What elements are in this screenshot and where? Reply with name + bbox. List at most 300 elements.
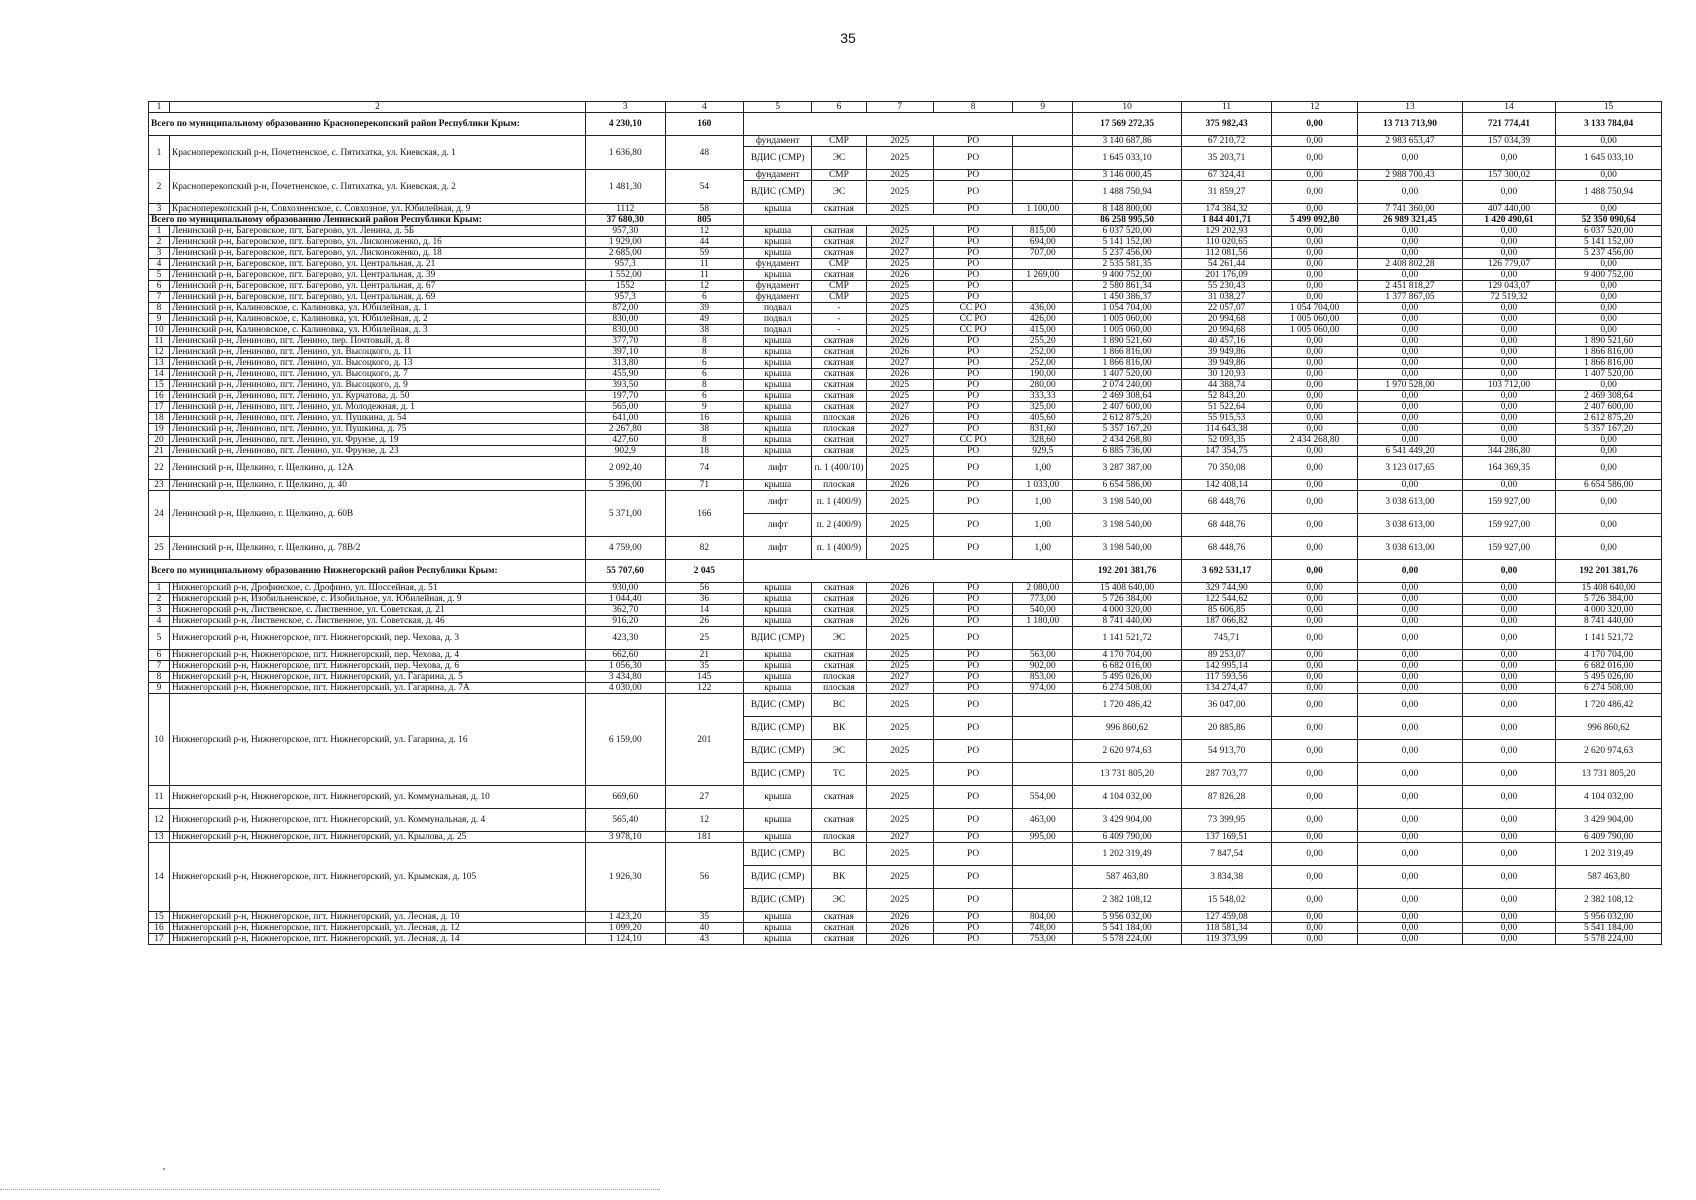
fund-c-cell: 0,00 [1462,627,1555,650]
cost-cell: 2 407 600,00 [1073,402,1182,413]
fund-c-cell: 0,00 [1462,402,1555,413]
year-cell: 2025 [866,740,933,763]
work-type-cell: п. 1 (400/9) [812,537,866,560]
area-cell: 37 680,30 [585,215,665,226]
cost-cell: 1 645 033,10 [1073,147,1182,170]
fund-b-cell: 0,00 [1358,672,1463,683]
cost-cell: 5 141 152,00 [1073,237,1182,248]
cost-cell: 1 407 520,00 [1073,369,1182,380]
element-cell: крыша [744,912,812,923]
per-unit-cell: 287 703,77 [1182,763,1272,786]
fund-b-cell: 26 989 321,45 [1358,215,1463,226]
work-type-cell: СМР [812,281,866,292]
fund-b-cell: 0,00 [1358,763,1463,786]
per-unit-cell: 201 176,09 [1182,270,1272,281]
fund-c-cell: 72 519,32 [1462,292,1555,303]
fund-d-cell: 9 400 752,00 [1556,270,1662,281]
table-row [149,912,1662,923]
fund-a-cell: 0,00 [1272,259,1358,270]
fund-c-cell: 0,00 [1462,480,1555,491]
volume-cell: 463,00 [1013,809,1073,832]
year-cell: 2025 [866,259,933,270]
table-row [149,457,1662,480]
fund-a-cell: 0,00 [1272,583,1358,594]
fund-c-cell: 157 034,39 [1462,136,1555,147]
year-cell: 2026 [866,923,933,934]
area-cell: 872,00 [585,303,665,314]
address-cell: Ленинский р-н, Калиновское, с. Калиновка, ул. Юбилейная, д. 1 [169,303,585,314]
table-row [149,627,1662,650]
fund-c-cell: 344 286,80 [1462,446,1555,457]
volume-cell: 333,33 [1013,391,1073,402]
address-cell: Ленинский р-н, Лениново, пгт. Ленино, ул. Высоцкого, д. 7 [169,369,585,380]
volume-cell: 773,00 [1013,594,1073,605]
work-type-cell: п. 1 (400/10) [812,457,866,480]
fund-a-cell: 0,00 [1272,763,1358,786]
area-cell: 957,3 [585,292,665,303]
cost-cell: 5 726 384,00 [1073,594,1182,605]
fund-c-cell: 0,00 [1462,809,1555,832]
year-cell: 2025 [866,292,933,303]
table-row [149,809,1662,832]
year-cell: 2025 [866,181,933,204]
table-row [149,336,1662,347]
fund-b-cell: 0,00 [1358,934,1463,945]
method-cell: РО [933,843,1013,866]
fund-b-cell: 0,00 [1358,480,1463,491]
cost-cell: 8 741 440,00 [1073,616,1182,627]
fund-b-cell: 0,00 [1358,809,1463,832]
area-cell: 930,00 [585,583,665,594]
address-cell: Ленинский р-н, Лениново, пгт. Ленино, пер. Почтовый, д. 8 [169,336,585,347]
per-unit-cell: 22 057,07 [1182,303,1272,314]
element-cell: ВДИС (СМР) [744,843,812,866]
per-unit-cell: 68 448,76 [1182,514,1272,537]
area-cell: 1 423,20 [585,912,665,923]
element-cell: лифт [744,491,812,514]
fund-c-cell: 0,00 [1462,616,1555,627]
scan-dot [163,1168,165,1170]
fund-d-cell: 1 645 033,10 [1556,147,1662,170]
column-number: 9 [1013,102,1073,113]
area-cell: 565,00 [585,402,665,413]
area-cell: 6 159,00 [585,694,665,786]
year-cell: 2027 [866,248,933,259]
year-cell: 2025 [866,717,933,740]
per-unit-cell: 119 373,99 [1182,934,1272,945]
work-type-cell: скатная [812,923,866,934]
fund-a-cell: 0,00 [1272,380,1358,391]
volume-cell [1013,259,1073,270]
row-number: 9 [149,314,170,325]
element-cell: ВДИС (СМР) [744,889,812,912]
district-total-label: Всего по муниципальному образованию Красноперекопский район Республики Крым: [149,113,586,136]
year-cell: 2025 [866,786,933,809]
fund-a-cell: 0,00 [1272,204,1358,215]
per-unit-cell: 110 020,65 [1182,237,1272,248]
fund-c-cell: 164 369,35 [1462,457,1555,480]
cost-cell: 3 198 540,00 [1073,491,1182,514]
area-cell: 641,00 [585,413,665,424]
fund-d-cell: 996 860,62 [1556,717,1662,740]
fund-b-cell: 0,00 [1358,369,1463,380]
cost-cell: 1 450 386,37 [1073,292,1182,303]
residents-cell: 82 [665,537,744,560]
year-cell: 2026 [866,336,933,347]
fund-a-cell: 0,00 [1272,402,1358,413]
method-cell: РО [933,147,1013,170]
volume-cell [1013,740,1073,763]
residents-cell: 8 [665,347,744,358]
fund-d-cell: 192 201 381,76 [1556,560,1662,583]
volume-cell: 328,60 [1013,435,1073,446]
element-cell: крыша [744,380,812,391]
row-number: 14 [149,369,170,380]
row-number: 8 [149,303,170,314]
year-cell: 2025 [866,661,933,672]
fund-b-cell: 0,00 [1358,786,1463,809]
cost-cell: 1 141 521,72 [1073,627,1182,650]
address-cell: Нижнегорский р-н, Нижнегорское, пгт. Нижнегорский, ул. Гагарина, д. 5 [169,672,585,683]
fund-b-cell: 0,00 [1358,583,1463,594]
per-unit-cell: 30 120,93 [1182,369,1272,380]
fund-b-cell: 6 541 449,20 [1358,446,1463,457]
address-cell: Ленинский р-н, Багеровское, пгт. Багерово, ул. Лисконоженко, д. 16 [169,237,585,248]
address-cell: Ленинский р-н, Щелкино, г. Щелкино, д. 12А [169,457,585,480]
address-cell: Нижнегорский р-н, Нижнегорское, пгт. Нижнегорский, ул. Лесная, д. 10 [169,912,585,923]
method-cell: РО [933,358,1013,369]
fund-b-cell: 0,00 [1358,325,1463,336]
volume-cell: 436,00 [1013,303,1073,314]
fund-b-cell: 0,00 [1358,661,1463,672]
fund-b-cell: 2 408 802,28 [1358,259,1463,270]
row-number: 1 [149,583,170,594]
element-cell: крыша [744,336,812,347]
row-number: 6 [149,281,170,292]
area-cell: 1 929,00 [585,237,665,248]
area-cell: 4 759,00 [585,537,665,560]
cost-cell: 1 202 319,49 [1073,843,1182,866]
work-type-cell: скатная [812,237,866,248]
fund-b-cell: 0,00 [1358,605,1463,616]
fund-a-cell: 5 499 092,80 [1272,215,1358,226]
area-cell: 2 267,80 [585,424,665,435]
method-cell: РО [933,457,1013,480]
district-total-row [149,113,1662,136]
method-cell: РО [933,740,1013,763]
fund-b-cell: 0,00 [1358,402,1463,413]
cost-cell: 3 140 687,86 [1073,136,1182,147]
method-cell: РО [933,616,1013,627]
fund-d-cell: 6 037 520,00 [1556,226,1662,237]
element-cell: лифт [744,514,812,537]
fund-d-cell: 6 409 790,00 [1556,832,1662,843]
volume-cell: 255,20 [1013,336,1073,347]
fund-d-cell: 8 741 440,00 [1556,616,1662,627]
table-row [149,605,1662,616]
row-number: 5 [149,270,170,281]
volume-cell: 405,60 [1013,413,1073,424]
address-cell: Ленинский р-н, Лениново, пгт. Ленино, ул. Пушкина, д. 54 [169,413,585,424]
fund-c-cell: 0,00 [1462,303,1555,314]
residents-cell: 160 [665,113,744,136]
fund-d-cell: 5 578 224,00 [1556,934,1662,945]
year-cell: 2026 [866,413,933,424]
fund-c-cell: 0,00 [1462,912,1555,923]
fund-b-cell: 0,00 [1358,717,1463,740]
cost-cell: 2 620 974,63 [1073,740,1182,763]
district-total-label: Всего по муниципальному образованию Ленинский район Республики Крым: [149,215,586,226]
address-cell: Нижнегорский р-н, Дрофинское, с. Дрофино, ул. Шоссейная, д. 51 [169,583,585,594]
element-cell: крыша [744,446,812,457]
area-cell: 5 396,00 [585,480,665,491]
method-cell: РО [933,281,1013,292]
fund-b-cell: 0,00 [1358,694,1463,717]
fund-a-cell: 0,00 [1272,170,1358,181]
method-cell: РО [933,336,1013,347]
fund-b-cell: 0,00 [1358,866,1463,889]
work-type-cell: - [812,314,866,325]
cost-cell: 3 287 387,00 [1073,457,1182,480]
row-number: 12 [149,809,170,832]
cost-cell: 587 463,80 [1073,866,1182,889]
work-type-cell: плоская [812,480,866,491]
cost-cell: 6 409 790,00 [1073,832,1182,843]
method-cell: РО [933,661,1013,672]
method-cell: РО [933,889,1013,912]
fund-a-cell: 0,00 [1272,457,1358,480]
fund-d-cell: 0,00 [1556,491,1662,514]
cost-cell: 3 146 000,45 [1073,170,1182,181]
column-number: 7 [866,102,933,113]
fund-b-cell: 0,00 [1358,435,1463,446]
address-cell: Нижнегорский р-н, Нижнегорское, пгт. Нижнегорский, ул. Крымская, д. 105 [169,843,585,912]
year-cell: 2025 [866,314,933,325]
fund-a-cell: 0,00 [1272,866,1358,889]
element-cell: крыша [744,583,812,594]
area-cell: 902,9 [585,446,665,457]
volume-cell [1013,866,1073,889]
year-cell: 2026 [866,480,933,491]
work-type-cell: СМР [812,292,866,303]
volume-cell [1013,136,1073,147]
fund-c-cell: 1 420 490,61 [1462,215,1555,226]
area-cell: 1 636,80 [585,136,665,170]
method-cell: РО [933,832,1013,843]
volume-cell: 1,00 [1013,491,1073,514]
fund-c-cell: 0,00 [1462,694,1555,717]
work-type-cell: - [812,303,866,314]
fund-c-cell: 0,00 [1462,583,1555,594]
per-unit-cell: 142 995,14 [1182,661,1272,672]
area-cell: 423,30 [585,627,665,650]
element-cell: фундамент [744,281,812,292]
cost-cell: 5 357 167,20 [1073,424,1182,435]
per-unit-cell: 55 915,53 [1182,413,1272,424]
table-row [149,347,1662,358]
fund-c-cell: 0,00 [1462,181,1555,204]
address-cell: Ленинский р-н, Щелкино, г. Щелкино, д. 60В [169,491,585,537]
residents-cell: 48 [665,136,744,170]
fund-a-cell: 0,00 [1272,843,1358,866]
table-row [149,270,1662,281]
scan-line [0,1189,660,1190]
work-type-cell: ЭС [812,147,866,170]
method-cell: РО [933,672,1013,683]
per-unit-cell: 85 606,85 [1182,605,1272,616]
fund-c-cell: 407 440,00 [1462,204,1555,215]
fund-d-cell: 13 731 805,20 [1556,763,1662,786]
row-number: 1 [149,136,170,170]
fund-c-cell: 0,00 [1462,358,1555,369]
fund-b-cell: 0,00 [1358,650,1463,661]
work-type-cell: скатная [812,934,866,945]
per-unit-cell: 35 203,71 [1182,147,1272,170]
fund-a-cell: 0,00 [1272,672,1358,683]
fund-b-cell: 0,00 [1358,226,1463,237]
fund-b-cell: 0,00 [1358,832,1463,843]
per-unit-cell: 68 448,76 [1182,491,1272,514]
year-cell: 2026 [866,270,933,281]
column-number: 4 [665,102,744,113]
element-cell: подвал [744,303,812,314]
fund-b-cell: 2 983 653,47 [1358,136,1463,147]
fund-d-cell: 6 682 016,00 [1556,661,1662,672]
fund-a-cell: 0,00 [1272,391,1358,402]
per-unit-cell: 39 949,86 [1182,358,1272,369]
column-number: 8 [933,102,1013,113]
work-type-cell: скатная [812,347,866,358]
volume-cell: 995,00 [1013,832,1073,843]
per-unit-cell: 73 399,95 [1182,809,1272,832]
year-cell: 2026 [866,347,933,358]
year-cell: 2025 [866,170,933,181]
area-cell: 1 481,30 [585,170,665,204]
per-unit-cell: 54 913,70 [1182,740,1272,763]
residents-cell: 26 [665,616,744,627]
work-type-cell: ЭС [812,627,866,650]
cost-cell: 2 612 875,20 [1073,413,1182,424]
table-row [149,314,1662,325]
year-cell: 2025 [866,843,933,866]
method-cell: РО [933,717,1013,740]
work-type-cell: ВК [812,717,866,740]
residents-cell: 6 [665,369,744,380]
fund-d-cell: 4 170 704,00 [1556,650,1662,661]
cost-cell: 2 469 308,64 [1073,391,1182,402]
element-cell: крыша [744,237,812,248]
address-cell: Ленинский р-н, Щелкино, г. Щелкино, д. 40 [169,480,585,491]
method-cell: РО [933,347,1013,358]
cost-cell: 1 005 060,00 [1073,325,1182,336]
volume-cell [1013,763,1073,786]
volume-cell: 2 080,00 [1013,583,1073,594]
fund-b-cell: 0,00 [1358,248,1463,259]
fund-c-cell: 0,00 [1462,934,1555,945]
fund-b-cell: 0,00 [1358,303,1463,314]
residents-cell: 8 [665,435,744,446]
fund-c-cell: 0,00 [1462,391,1555,402]
area-cell: 55 707,60 [585,560,665,583]
year-cell: 2027 [866,832,933,843]
method-cell: РО [933,391,1013,402]
element-cell: крыша [744,226,812,237]
method-cell: СС РО [933,435,1013,446]
work-type-cell: ЭС [812,740,866,763]
fund-c-cell: 159 927,00 [1462,537,1555,560]
work-type-cell: СМР [812,136,866,147]
element-cell: крыша [744,204,812,215]
fund-c-cell: 0,00 [1462,889,1555,912]
area-cell: 1552 [585,281,665,292]
year-cell: 2027 [866,672,933,683]
volume-cell: 426,00 [1013,314,1073,325]
method-cell: РО [933,514,1013,537]
fund-d-cell: 587 463,80 [1556,866,1662,889]
district-total-row [149,560,1662,583]
address-cell: Ленинский р-н, Калиновское, с. Калиновка, ул. Юбилейная, д. 3 [169,325,585,336]
area-cell: 1 124,10 [585,934,665,945]
area-cell: 2 685,00 [585,248,665,259]
method-cell: РО [933,170,1013,181]
column-number: 10 [1073,102,1182,113]
row-number: 6 [149,650,170,661]
fund-b-cell: 3 038 613,00 [1358,491,1463,514]
fund-c-cell: 0,00 [1462,786,1555,809]
volume-cell [1013,627,1073,650]
table-row [149,650,1662,661]
area-cell: 2 092,40 [585,457,665,480]
fund-d-cell: 5 541 184,00 [1556,923,1662,934]
method-cell: РО [933,934,1013,945]
cost-cell: 2 434 268,80 [1073,435,1182,446]
element-cell: крыша [744,347,812,358]
fund-d-cell: 3 133 784,04 [1556,113,1662,136]
volume-cell: 974,00 [1013,683,1073,694]
element-cell: крыша [744,369,812,380]
per-unit-cell: 54 261,44 [1182,259,1272,270]
area-cell: 3 978,10 [585,832,665,843]
method-cell: РО [933,424,1013,435]
fund-a-cell: 0,00 [1272,181,1358,204]
per-unit-cell: 7 847,54 [1182,843,1272,866]
fund-b-cell: 0,00 [1358,594,1463,605]
fund-c-cell: 0,00 [1462,325,1555,336]
residents-cell: 16 [665,413,744,424]
fund-a-cell: 0,00 [1272,717,1358,740]
element-cell: ВДИС (СМР) [744,740,812,763]
fund-c-cell: 0,00 [1462,740,1555,763]
per-unit-cell: 118 581,34 [1182,923,1272,934]
table-row [149,683,1662,694]
table-row [149,694,1662,717]
table-row [149,303,1662,314]
row-number: 20 [149,435,170,446]
repair-program-table [148,101,1662,945]
area-cell: 662,60 [585,650,665,661]
row-number: 16 [149,923,170,934]
per-unit-cell: 114 643,38 [1182,424,1272,435]
fund-c-cell: 0,00 [1462,763,1555,786]
volume-cell [1013,694,1073,717]
fund-c-cell: 0,00 [1462,424,1555,435]
method-cell: РО [933,763,1013,786]
fund-d-cell: 0,00 [1556,303,1662,314]
element-cell: ВДИС (СМР) [744,181,812,204]
work-type-cell: скатная [812,435,866,446]
row-number: 24 [149,491,170,537]
row-number: 2 [149,170,170,204]
